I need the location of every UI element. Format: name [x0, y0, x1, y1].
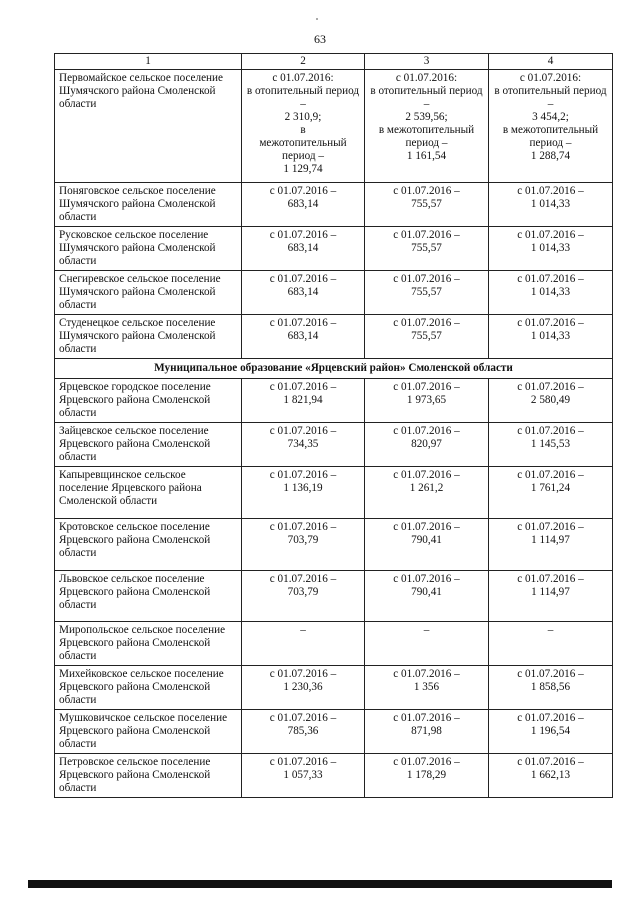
tariff-value: с 01.07.2016 – 1 145,53	[489, 423, 613, 467]
settlement-name: Капыревщинское сельское поселение Ярцевского района Смоленской области	[55, 467, 242, 519]
table-row	[55, 571, 613, 622]
tariff-value: с 01.07.2016 – 755,57	[365, 315, 489, 359]
tariff-value: с 01.07.2016 – 1 014,33	[489, 315, 613, 359]
settlement-name: Михейковское сельское поселение Ярцевского района Смоленской области	[55, 666, 242, 710]
tariff-value: с 01.07.2016 – 755,57	[365, 271, 489, 315]
tariff-value: с 01.07.2016 – 1 014,33	[489, 271, 613, 315]
table-row	[55, 271, 613, 315]
tariff-value: с 01.07.2016 – 683,14	[242, 271, 365, 315]
page-number: 63	[314, 32, 326, 46]
table-row	[55, 710, 613, 754]
table-row	[55, 622, 613, 666]
tariff-value: с 01.07.2016 – 1 261,2	[365, 467, 489, 519]
settlement-name: Петровское сельское поселение Ярцевского района Смоленской области	[55, 754, 242, 798]
tariff-value: с 01.07.2016 – 1 114,97	[489, 571, 613, 622]
settlement-name: Первомайское сельское поселение Шумячского района Смоленской области	[55, 70, 242, 183]
column-header: 4	[489, 54, 613, 70]
tariff-value: с 01.07.2016 – 1 057,33	[242, 754, 365, 798]
scan-artifact	[316, 18, 318, 20]
column-header: 1	[55, 54, 242, 70]
tariff-value: с 01.07.2016 – 703,79	[242, 519, 365, 571]
tariff-value: с 01.07.2016: в отопительный период – 2 310,9; в межотопительный период – 1 129,74	[242, 70, 365, 183]
tariff-value: с 01.07.2016 – 2 580,49	[489, 379, 613, 423]
tariff-value: с 01.07.2016 – 1 014,33	[489, 227, 613, 271]
tariff-value: с 01.07.2016 – 790,41	[365, 519, 489, 571]
table-header-row	[55, 54, 613, 70]
table-row	[55, 379, 613, 423]
settlement-name: Мушковичское сельское поселение Ярцевского района Смоленской области	[55, 710, 242, 754]
column-header: 2	[242, 54, 365, 70]
bottom-scan-border	[28, 880, 612, 888]
table-row	[55, 666, 613, 710]
tariff-value: с 01.07.2016 – 1 356	[365, 666, 489, 710]
tariff-value: с 01.07.2016 – 734,35	[242, 423, 365, 467]
tariff-value: с 01.07.2016 – 1 662,13	[489, 754, 613, 798]
settlement-name: Снегиревское сельское поселение Шумячского района Смоленской области	[55, 271, 242, 315]
table-row	[55, 315, 613, 359]
tariff-value: с 01.07.2016 – 683,14	[242, 315, 365, 359]
tariff-value: с 01.07.2016: в отопительный период – 2 539,56; в межотопительный период – 1 161,54	[365, 70, 489, 183]
tariff-value: с 01.07.2016 – 1 114,97	[489, 519, 613, 571]
tariff-value: с 01.07.2016 – 683,14	[242, 227, 365, 271]
column-header: 3	[365, 54, 489, 70]
table-row	[55, 467, 613, 519]
section-header-row	[55, 359, 613, 379]
tariff-value: с 01.07.2016 – 1 014,33	[489, 183, 613, 227]
tariff-table	[54, 53, 613, 798]
settlement-name: Кротовское сельское поселение Ярцевского района Смоленской области	[55, 519, 242, 571]
tariff-value: с 01.07.2016: в отопительный период – 3 454,2; в межотопительный период – 1 288,74	[489, 70, 613, 183]
settlement-name: Львовское сельское поселение Ярцевского района Смоленской области	[55, 571, 242, 622]
tariff-value: с 01.07.2016 – 1 821,94	[242, 379, 365, 423]
table-row	[55, 754, 613, 798]
table-row	[55, 70, 613, 183]
settlement-name: Поняговское сельское поселение Шумячского района Смоленской области	[55, 183, 242, 227]
tariff-value: с 01.07.2016 – 1 973,65	[365, 379, 489, 423]
tariff-value: с 01.07.2016 – 1 196,54	[489, 710, 613, 754]
tariff-value: с 01.07.2016 – 1 858,56	[489, 666, 613, 710]
tariff-value: с 01.07.2016 – 703,79	[242, 571, 365, 622]
table-row	[55, 423, 613, 467]
table-row	[55, 519, 613, 571]
tariff-value: с 01.07.2016 – 1 178,29	[365, 754, 489, 798]
tariff-value: с 01.07.2016 – 1 761,24	[489, 467, 613, 519]
tariff-value: –	[242, 622, 365, 666]
table-row	[55, 227, 613, 271]
tariff-value: –	[489, 622, 613, 666]
tariff-value: с 01.07.2016 – 785,36	[242, 710, 365, 754]
table-row	[55, 183, 613, 227]
settlement-name: Миропольское сельское поселение Ярцевского района Смоленской области	[55, 622, 242, 666]
tariff-value: с 01.07.2016 – 1 230,36	[242, 666, 365, 710]
tariff-value: –	[365, 622, 489, 666]
settlement-name: Русковское сельское поселение Шумячского района Смоленской области	[55, 227, 242, 271]
tariff-value: с 01.07.2016 – 1 136,19	[242, 467, 365, 519]
tariff-value: с 01.07.2016 – 871,98	[365, 710, 489, 754]
settlement-name: Ярцевское городское поселение Ярцевского района Смоленской области	[55, 379, 242, 423]
tariff-value: с 01.07.2016 – 755,57	[365, 227, 489, 271]
tariff-value: с 01.07.2016 – 790,41	[365, 571, 489, 622]
settlement-name: Зайцевское сельское поселение Ярцевского района Смоленской области	[55, 423, 242, 467]
tariff-value: с 01.07.2016 – 755,57	[365, 183, 489, 227]
tariff-value: с 01.07.2016 – 820,97	[365, 423, 489, 467]
tariff-value: с 01.07.2016 – 683,14	[242, 183, 365, 227]
settlement-name: Студенецкое сельское поселение Шумячского района Смоленской области	[55, 315, 242, 359]
section-title: Муниципальное образование «Ярцевский район» Смоленской области	[55, 359, 613, 379]
